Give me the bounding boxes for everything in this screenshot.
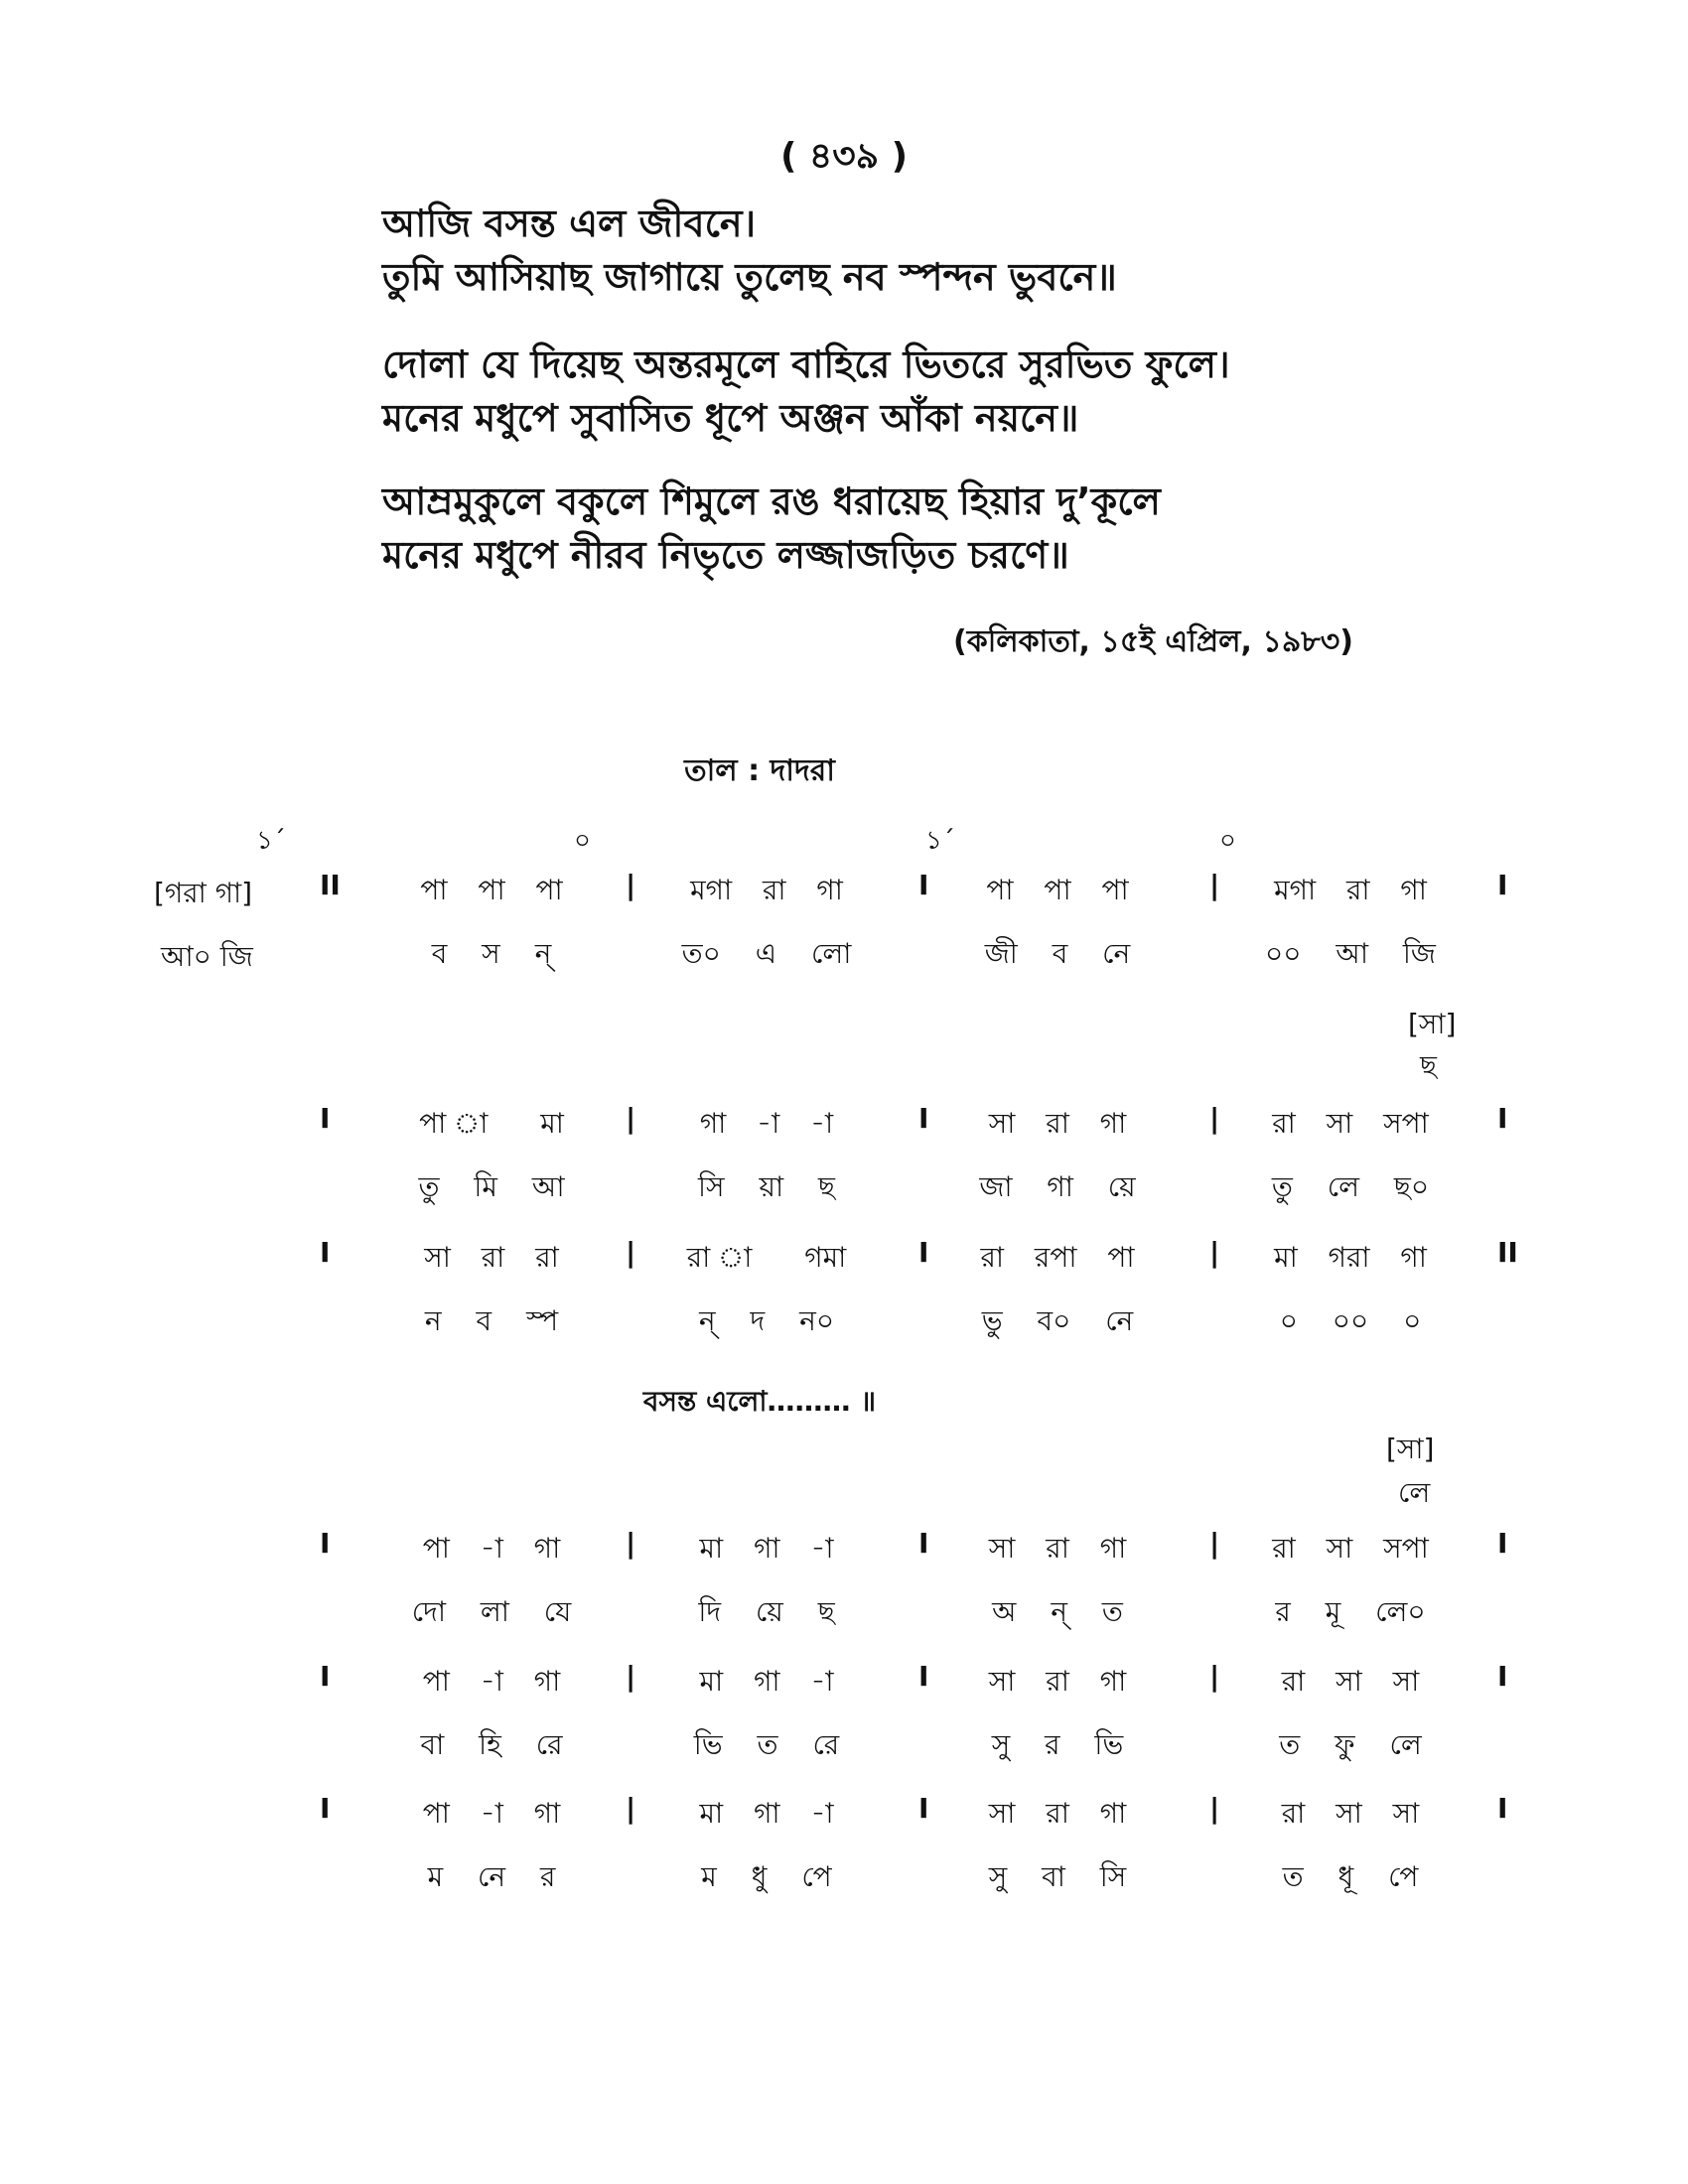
intro-lyric: আ০ জি — [161, 940, 253, 973]
note-group: রা সা সা — [1281, 1797, 1420, 1830]
bracket-syllable-2: লে — [1398, 1476, 1431, 1509]
verse-stanza-1-line-1: আজি বসন্ত এল জীবনে। — [382, 202, 757, 245]
intro-notes: [গরা গা] — [154, 877, 253, 909]
verse-stanza-2-line-2: মনের মধুপে সুবাসিত ধূপে অঞ্জন আঁকা নয়নে॥ — [382, 396, 1079, 440]
lyric-group: ০০ আ জি — [1265, 937, 1436, 970]
lyric-group: ০ ০০ ০ — [1279, 1304, 1422, 1337]
note-group: মা গা -া — [699, 1797, 834, 1830]
beat-separator: I — [918, 1102, 929, 1135]
note-group: সা রা গা — [988, 1532, 1127, 1565]
beat-separator: I — [918, 1660, 929, 1693]
tala-heading: তাল : দাদরা — [684, 753, 835, 788]
bar-line: I — [1497, 1102, 1508, 1135]
bar-line: I — [320, 1792, 331, 1825]
bar-line: II — [1497, 1236, 1518, 1269]
bracket-syllable-1: ছ — [1420, 1049, 1437, 1082]
beat-separator: I — [918, 1527, 929, 1560]
lyric-group: সু র ভি — [991, 1728, 1124, 1761]
lyric-group: ত০ এ লো — [681, 937, 852, 970]
beat-separator: | — [1209, 1660, 1220, 1693]
verse-stanza-1-line-2: তুমি আসিয়াছ জাগায়ে তুলেছ নব স্পন্দন ভুবনে॥ — [382, 255, 1117, 299]
lyric-group: তু মি আ — [418, 1170, 565, 1203]
beat-separator: I — [918, 1792, 929, 1825]
beat-separator: I — [918, 869, 929, 901]
lyric-group: জী ব নে — [984, 937, 1131, 970]
beat-separator: | — [626, 1236, 636, 1269]
beat-separator: | — [1209, 869, 1220, 901]
lyric-group: ত ধূ পে — [1282, 1860, 1419, 1893]
beat-separator: I — [918, 1236, 929, 1269]
beat-separator: | — [626, 1660, 636, 1693]
beat-mark: ১´ — [256, 826, 286, 856]
note-group: মা গা -া — [699, 1665, 834, 1698]
lyric-group: অ ন্ ত — [992, 1595, 1123, 1628]
verse-stanza-3-line-2: মনের মধুপে নীরব নিভৃতে লজ্জাজড়িত চরণে॥ — [382, 533, 1069, 577]
place-date: (কলিকাতা, ১৫ই এপ্রিল, ১৯৮৩) — [953, 624, 1353, 659]
note-group: সা রা গা — [988, 1665, 1127, 1698]
note-group: গা -া -া — [699, 1107, 834, 1140]
verse-stanza-3-line-1: আম্রমুকুলে বকুলে শিমুলে রঙ ধরায়েছ হিয়ার দু’কূলে — [382, 479, 1161, 523]
beat-separator: | — [626, 1527, 636, 1560]
lyric-group: ম নে র — [427, 1860, 556, 1893]
lyric-group: তু লে ছ০ — [1271, 1170, 1430, 1203]
bar-line: I — [320, 1236, 331, 1269]
lyric-group: সু বা সি — [988, 1860, 1127, 1893]
lyric-group: ন্ দ ন০ — [698, 1304, 835, 1337]
lyric-group: দো লা যে — [411, 1595, 572, 1628]
bar-line: I — [1497, 1660, 1508, 1693]
bar-line: II — [320, 869, 341, 901]
bar-line: I — [320, 1660, 331, 1693]
beat-separator: | — [1209, 1102, 1220, 1135]
beat-separator: | — [626, 1792, 636, 1825]
note-group: পা পা পা — [986, 874, 1129, 906]
note-group: সা রা গা — [988, 1797, 1127, 1830]
note-group: মা গা -া — [699, 1532, 834, 1565]
note-group: সা রা গা — [988, 1107, 1127, 1140]
note-group: রা সা সা — [1281, 1665, 1420, 1698]
note-group: রা রপা পা — [980, 1241, 1135, 1274]
note-group: পা -া গা — [422, 1532, 561, 1565]
beat-mark: ০ — [1219, 826, 1236, 856]
note-group: সা রা রা — [424, 1241, 559, 1274]
bar-line: I — [320, 1102, 331, 1135]
lyric-group: ম ধু পে — [701, 1860, 832, 1893]
lyric-group: ভি ত রে — [693, 1728, 840, 1761]
bar-line: I — [1497, 869, 1508, 901]
bracket-note-2: [সা] — [1386, 1433, 1435, 1465]
note-group: রা সা সপা — [1272, 1532, 1429, 1565]
lyric-group: ন ব স্প — [424, 1304, 559, 1337]
lyric-group: ব স ন্ — [431, 937, 552, 970]
bar-line: I — [320, 1527, 331, 1560]
page-number: ( ৪৩৯ ) — [779, 136, 909, 177]
note-group: মগা রা গা — [690, 874, 843, 906]
lyric-group: ভু ব০ নে — [981, 1304, 1134, 1337]
beat-separator: | — [1209, 1792, 1220, 1825]
beat-separator: | — [1209, 1236, 1220, 1269]
note-group: রা া গমা — [686, 1241, 847, 1274]
note-group: মা গরা গা — [1274, 1241, 1427, 1274]
lyric-group: জা গা য়ে — [979, 1170, 1136, 1203]
beat-mark: ০ — [574, 826, 591, 856]
note-group: পা -া গা — [422, 1797, 561, 1830]
beat-separator: | — [626, 869, 636, 901]
lyric-group: দি য়ে ছ — [698, 1595, 835, 1628]
bar-line: I — [1497, 1792, 1508, 1825]
note-group: রা সা সপা — [1272, 1107, 1429, 1140]
beat-separator: | — [1209, 1527, 1220, 1560]
beat-mark: ১´ — [925, 826, 955, 856]
note-group: পা -া গা — [422, 1665, 561, 1698]
bar-line: I — [1497, 1527, 1508, 1560]
verse-stanza-2-line-1: দোলা যে দিয়েছ অন্তরমূলে বাহিরে ভিতরে সুরভিত ফুলে। — [382, 342, 1230, 386]
lyric-group: বা হি রে — [420, 1728, 563, 1761]
refrain-line: বসন্ত এলো……… ॥ — [642, 1385, 877, 1418]
note-group: পা পা পা — [420, 874, 563, 906]
bracket-note-1: [সা] — [1408, 1008, 1457, 1040]
lyric-group: ত ফু লে — [1279, 1728, 1422, 1761]
note-group: মগা রা গা — [1274, 874, 1427, 906]
lyric-group: সি য়া ছ — [698, 1170, 835, 1203]
beat-separator: | — [626, 1102, 636, 1135]
lyric-group: র মূ লে০ — [1275, 1595, 1426, 1628]
note-group: পা া মা — [419, 1107, 564, 1140]
